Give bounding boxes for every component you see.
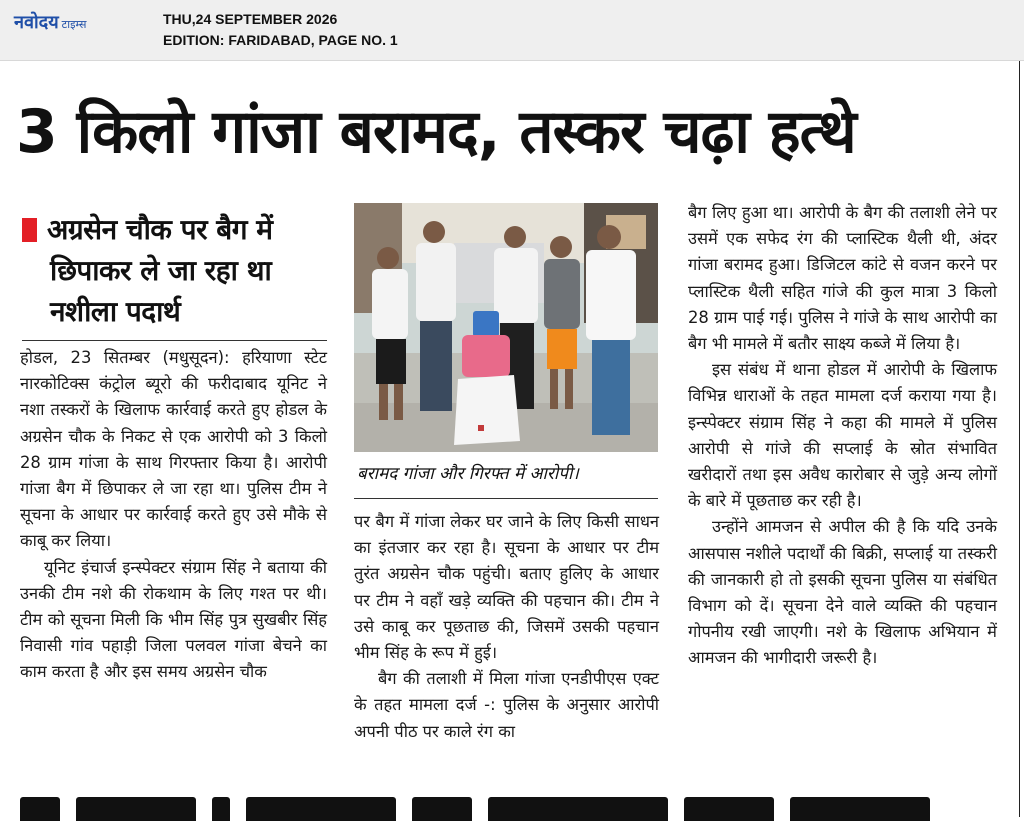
- edition-page: EDITION: FARIDABAD, PAGE NO. 1: [163, 32, 398, 48]
- column-3: [688, 200, 997, 672]
- col2-paragraph-1: पर बैग में गांजा लेकर घर जाने के लिए किसी साधन का इंतजार कर रहा है। सूचना के आधार पर टीम तुरंत अग्रसेन चौक पहुंची। बताए हुलिए के आधार पर टीम ने वहाँ खड़े व्यक्ति की पहचान की। टीम ने उसे काबू कर पूछताछ की, जिसमें उसकी पहचान भीम सिंह के रूप में हुई।: [354, 512, 659, 663]
- newspaper-logo: [14, 10, 86, 32]
- col1-paragraph-2: यूनिट इंचार्ज इन्स्पेक्टर संग्राम सिंह ने बताया की उनकी टीम नशे की रोकथाम के लिए गश्त पर थी। टीम को सूचना मिली कि भीम सिंह पुत्र सुखबीर सिंह निवासी गांव पहाड़ी जिला पलवल गांजा बेचने का काम करता है और इस समय अग्रसेन चौक: [20, 557, 327, 682]
- subhead-divider: [22, 340, 327, 341]
- article-headline: 3 किलो गांजा बरामद, तस्कर चढ़ा हत्थे: [16, 97, 856, 167]
- logo-main-text: नवोदय: [14, 12, 59, 33]
- subhead-line-2: छिपाकर ले जा रहा था: [50, 254, 272, 287]
- logo-sub-text: टाइम्स: [61, 18, 87, 31]
- column-2: [354, 509, 659, 745]
- subhead-line-3: नशीला पदार्थ: [50, 295, 181, 328]
- subhead-line-1: अग्रसेन चौक पर बैग में: [22, 209, 327, 250]
- col2-paragraph-2: बैग की तलाशी में मिला गांजा एनडीपीएस एक्ट के तहत मामला दर्ज -: पुलिस के अनुसार आरोपी अपनी पीठ पर काले रंग का: [354, 669, 659, 741]
- caption-divider: [354, 498, 658, 499]
- photo-caption: बरामद गांजा और गिरफ्त में आरोपी।: [357, 464, 579, 484]
- next-headline-cutoff: [20, 797, 1000, 821]
- page-edge-rule: [1019, 61, 1020, 817]
- article-subhead: [22, 209, 327, 332]
- edition-date: THU,24 SEPTEMBER 2026: [163, 11, 338, 27]
- masthead-bar: [0, 0, 1024, 61]
- col3-paragraph-2: इस संबंध में थाना होडल में आरोपी के खिलाफ विभिन्न धाराओं के तहत मामला दर्ज कराया गया है। इन्स्पेक्टर संग्राम सिंह ने कहा की मामले में पुलिस आरोपी से गांजे की सप्लाई के स्रोत संभावित खरीदारों तथा इस अवैध कारोबार से जुड़े अन्य लोगों के बारे में पूछताछ कर रही है।: [688, 360, 997, 511]
- col3-paragraph-3: उन्होंने आमजन से अपील की है कि यदि उनके आसपास नशीले पदार्थों की बिक्री, सप्लाई या तस्करी की जानकारी हो तो इसकी सूचना पुलिस या संबंधित विभाग को दें। सूचना देने वाले व्यक्ति की पहचान गोपनीय रखी जाएगी। नशे के खिलाफ अभियान में आमजन की भागीदारी जरूरी है।: [688, 517, 997, 668]
- column-1: [20, 345, 327, 686]
- police-team-photo: [354, 203, 658, 452]
- col1-paragraph-1: होडल, 23 सितम्बर (मधुसूदन): हरियाणा स्टेट नारकोटिक्स कंट्रोल ब्यूरो की फरीदाबाद यूनिट ने नशा तस्करों के खिलाफ कार्रवाई करते हुए होडल के अग्रसेन चौक के निकट से एक आरोपी को 3 किलो 28 ग्राम गांजा के साथ गिरफ्तार किया है। आरोपी गांजा बैग में छिपाकर ले जा रहा था। पुलिस टीम ने सूचना के आधार पर कार्रवाई करते हुए उसे मौके से काबू कर लिया।: [20, 348, 327, 551]
- article-photo: [354, 203, 658, 452]
- col3-paragraph-1: बैग लिए हुआ था। आरोपी के बैग की तलाशी लेने पर उसमें एक सफेद रंग की प्लास्टिक थैली थी, अंदर गांजा बरामद हुआ। डिजिटल कांटे से वजन करने पर प्लास्टिक थैली सहित गांजे की कुल मात्रा 3 किलो 28 ग्राम पाई गई। पुलिस ने गांजे के साथ आरोपी का बैग भी मामले में बतौर साक्ष्य कब्जे में लिया है।: [688, 203, 997, 354]
- red-square-bullet-icon: [22, 218, 37, 242]
- edition-info: [163, 9, 398, 51]
